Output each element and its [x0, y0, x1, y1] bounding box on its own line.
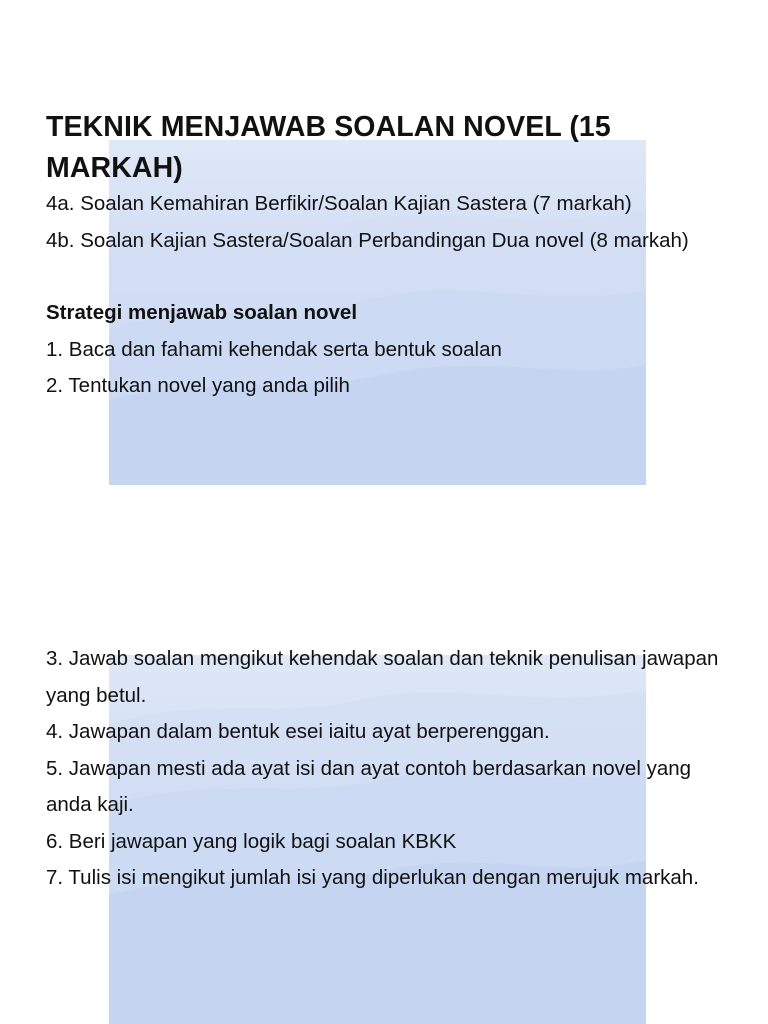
strategy-item-1: 1. Baca dan fahami kehendak serta bentuk soalan [46, 337, 502, 361]
strategy-item-5: 5. Jawapan mesti ada ayat isi dan ayat contoh berdasarkan novel yang anda kaji. [46, 756, 692, 816]
subquestion-4a: 4a. Soalan Kemahiran Berfikir/Soalan Kajian Sastera (7 markah) [46, 192, 632, 215]
subquestion-4b: 4b. Soalan Kajian Sastera/Soalan Perbandingan Dua novel (8 markah) [46, 228, 689, 252]
strategy-item-3: 3. Jawab soalan mengikut kehendak soalan dan teknik penulisan jawapan yang betul. [46, 647, 719, 707]
strategy-heading: Strategi menjawab soalan novel [46, 301, 358, 324]
strategy-item-2: 2. Tentukan novel yang anda pilih [46, 374, 350, 397]
strategy-item-4: 4. Jawapan dalam bentuk esei iaitu ayat berperenggan. [46, 720, 550, 743]
spacer [46, 259, 720, 295]
page-title: TEKNIK MENJAWAB SOALAN NOVEL (15 MARKAH) [46, 111, 611, 184]
strategy-item-7: 7. Tulis isi mengikut jumlah isi yang diperlukan dengan merujuk markah. [46, 866, 699, 889]
strategy-item-6: 6. Beri jawapan yang logik bagi soalan KBKK [46, 829, 457, 853]
top-content [46, 107, 720, 405]
bottom-content [46, 641, 720, 897]
